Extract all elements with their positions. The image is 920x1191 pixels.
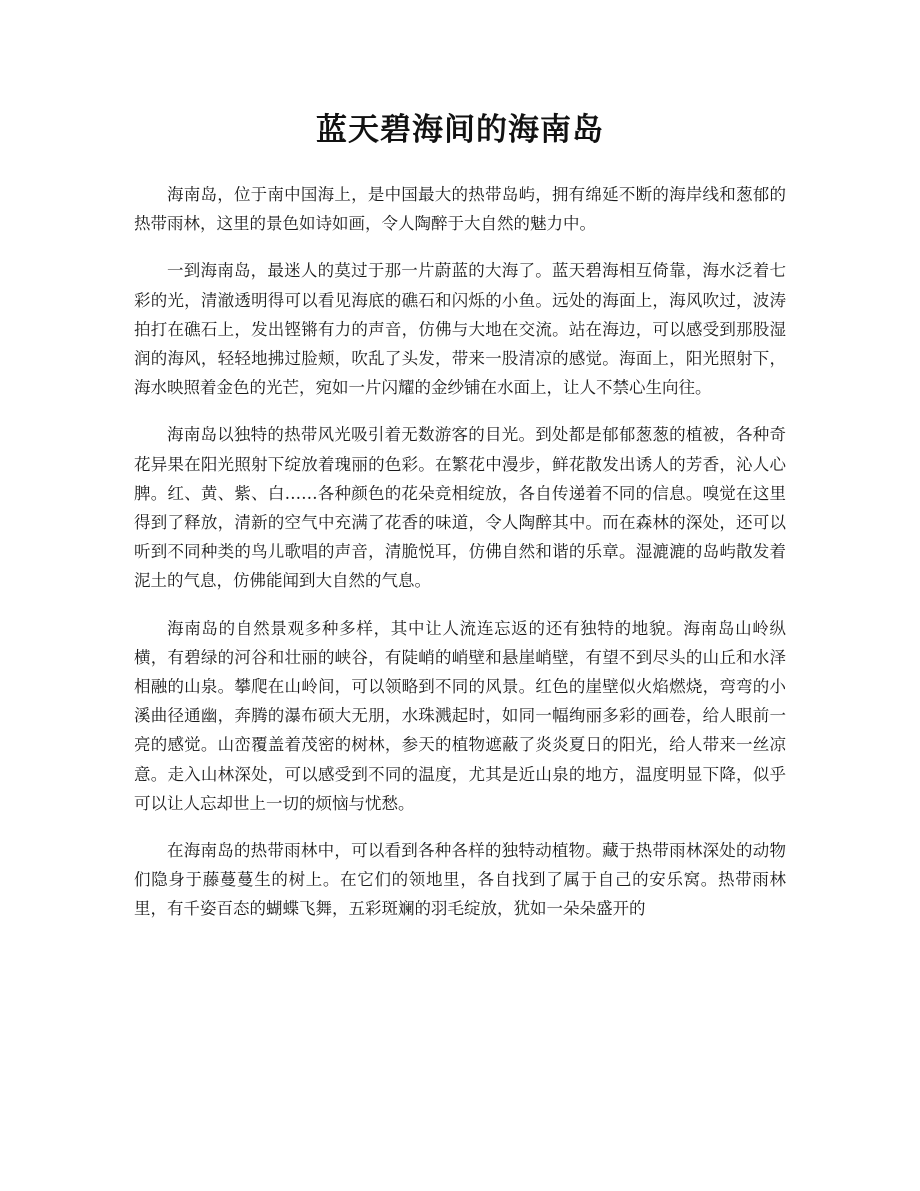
document-title: 蓝天碧海间的海南岛 — [316, 112, 604, 148]
document-body — [134, 180, 786, 942]
paragraph-3: 海南岛以独特的热带风光吸引着无数游客的目光。到处都是郁郁葱葱的植被，各种奇花异果在阳光照射下绽放着瑰丽的色彩。在繁花中漫步，鲜花散发出诱人的芳香，沁人心脾。红、黄、紫、白……各种颜色的花朵竞相绽放，各自传递着不同的信息。嗅觉在这里得到了释放，清新的空气中充满了花香的味道，令人陶醉其中。而在森林的深处，还可以听到不同种类的鸟儿歌唱的声音，清脆悦耳，仿佛自然和谐的乐章。湿漉漉的岛屿散发着泥土的气息，仿佛能闻到大自然的气息。 — [134, 425, 786, 591]
paragraph-4: 海南岛的自然景观多种多样，其中让人流连忘返的还有独特的地貌。海南岛山岭纵横，有碧绿的河谷和壮丽的峡谷，有陡峭的峭壁和悬崖峭壁，有望不到尽头的山丘和水泽相融的山泉。攀爬在山岭间，可以领略到不同的风景。红色的崖壁似火焰燃烧，弯弯的小溪曲径通幽，奔腾的瀑布硕大无朋，水珠溅起时，如同一幅绚丽多彩的画卷，给人眼前一亮的感觉。山峦覆盖着茂密的树林，参天的植物遮蔽了炎炎夏日的阳光，给人带来一丝凉意。走入山林深处，可以感受到不同的温度，尤其是近山泉的地方，温度明显下降，似乎可以让人忘却世上一切的烦恼与忧愁。 — [134, 618, 786, 813]
paragraph-1: 海南岛，位于南中国海上，是中国最大的热带岛屿，拥有绵延不断的海岸线和葱郁的热带雨林，这里的景色如诗如画，令人陶醉于大自然的魅力中。 — [134, 185, 786, 234]
paragraph-2: 一到海南岛，最迷人的莫过于那一片蔚蓝的大海了。蓝天碧海相互倚靠，海水泛着七彩的光，清澈透明得可以看见海底的礁石和闪烁的小鱼。远处的海面上，海风吹过，波涛拍打在礁石上，发出铿锵有力的声音，仿佛与大地在交流。站在海边，可以感受到那股湿润的海风，轻轻地拂过脸颊，吹乱了头发，带来一股清凉的感觉。海面上，阳光照射下，海水映照着金色的光芒，宛如一片闪耀的金纱铺在水面上，让人不禁心生向往。 — [134, 261, 786, 398]
paragraph-5: 在海南岛的热带雨林中，可以看到各种各样的独特动植物。藏于热带雨林深处的动物们隐身于藤蔓蔓生的树上。在它们的领地里，各自找到了属于自己的安乐窝。热带雨林里，有千姿百态的蝴蝶飞舞，五彩斑斓的羽毛绽放，犹如一朵朵盛开的 — [134, 841, 786, 919]
